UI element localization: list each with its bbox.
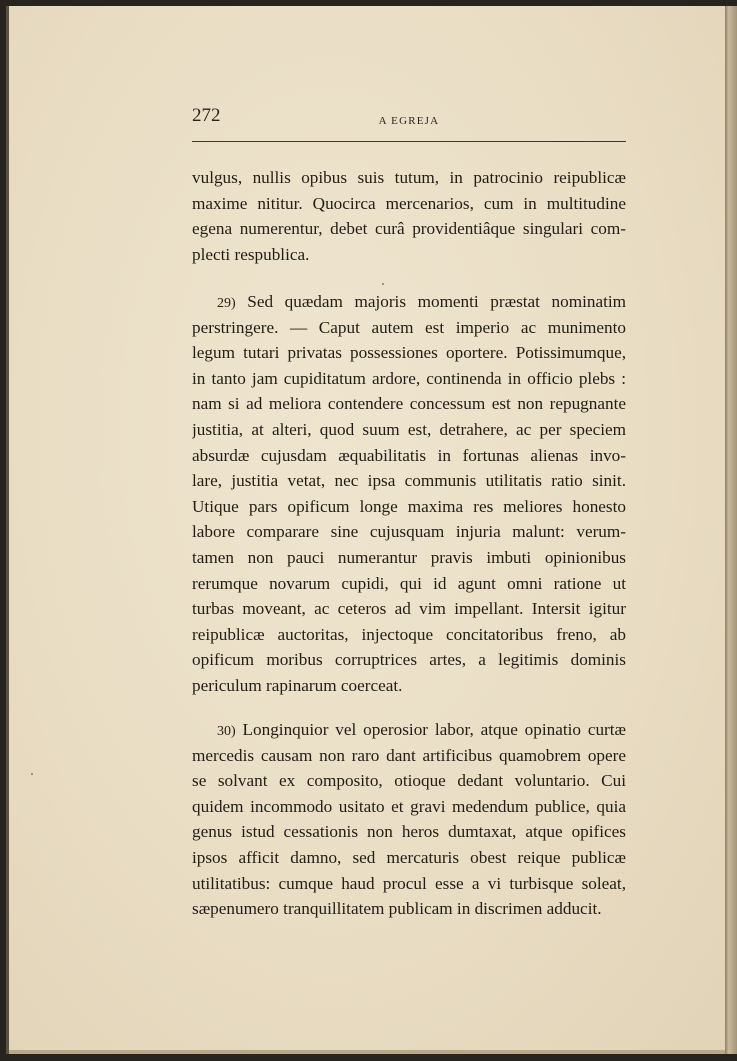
- text-line: justitia, at alteri, quod suum est, detrahere, ac per speciem: [192, 419, 626, 439]
- text-line: nam si ad meliora contendere concessum est non repugnante: [192, 394, 626, 414]
- text-line: [192, 289, 626, 315]
- text-line: labore comparare sine cujusquam injuria malunt: verum-: [192, 522, 626, 542]
- page-number: 272: [192, 105, 221, 126]
- paragraph-number: 30): [217, 724, 236, 739]
- text-line: in tanto jam cupiditatum ardore, continenda in officio plebs :: [192, 368, 626, 388]
- text-line: [192, 717, 626, 743]
- paragraph-continuation: [192, 165, 626, 267]
- page-bottom-edge: [9, 1050, 725, 1054]
- text-line: Utique pars opificum longe maxima res meliores honesto: [192, 496, 626, 516]
- text-line: lare, justitia vetat, nec ipsa communis utilitatis ratio sinit.: [192, 471, 626, 491]
- text-line: periculum rapinarum coerceat.: [192, 675, 403, 695]
- text-line-content: Sed quædam majoris momenti præstat nominatim: [247, 292, 626, 311]
- paragraph-number: 29): [217, 296, 236, 311]
- text-line: turbas moveant, ac ceteros ad vim impellant. Intersit igitur: [192, 599, 626, 619]
- text-line: tamen non pauci numerantur pravis imbuti opinionibus: [192, 547, 626, 567]
- text-line: utilitatibus: cumque haud procul esse a vi turbisque soleat,: [192, 873, 626, 893]
- running-head: A EGREJA: [378, 115, 440, 127]
- text-line: ipsos afficit damno, sed mercaturis obest reique publicæ: [192, 847, 626, 867]
- text-line: opificum moribus corruptrices artes, a legitimis dominis: [192, 650, 626, 670]
- text-line: genus istud cessationis non heros dumtaxat, atque opifices: [192, 822, 626, 842]
- text-line: mercedis causam non raro dant artificibus quamobrem opere: [192, 745, 626, 765]
- paragraph-30: [192, 717, 626, 922]
- page-header: [192, 105, 626, 142]
- text-line: se solvant ex composito, otioque dedant voluntario. Cui: [192, 771, 626, 791]
- text-line: maxime nititur. Quocirca mercenarios, cum in multitudine: [192, 193, 626, 213]
- text-line: rerumque novarum cupidi, qui id agunt omni ratione ut: [192, 573, 626, 593]
- paper-speck: [31, 773, 33, 775]
- text-line-content: Longinquior vel operosior labor, atque opinatio curtæ: [242, 720, 626, 739]
- text-line: reipublicæ auctoritas, injectoque concitatoribus freno, ab: [192, 624, 626, 644]
- paper-speck: [382, 283, 384, 285]
- text-line: plecti respublica.: [192, 244, 310, 264]
- text-line: vulgus, nullis opibus suis tutum, in patrocinio reipublicæ: [192, 168, 626, 187]
- page-edge: [725, 6, 737, 1054]
- text-line: perstringere. — Caput autem est imperio ac munimento: [192, 317, 626, 337]
- text-line: legum tutari privatas possessiones oportere. Potissimumque,: [192, 343, 626, 363]
- text-line: absurdæ cujusdam æquabilitatis in fortunas alienas invo-: [192, 445, 626, 465]
- text-line: sæpenumero tranquillitatem publicam in discrimen adducit.: [192, 899, 602, 919]
- paragraph-29: [192, 289, 626, 699]
- text-line: egena numerentur, debet curâ providentiâque singulari com-: [192, 219, 626, 239]
- text-line: quidem incommodo usitato et gravi medendum publice, quia: [192, 796, 626, 816]
